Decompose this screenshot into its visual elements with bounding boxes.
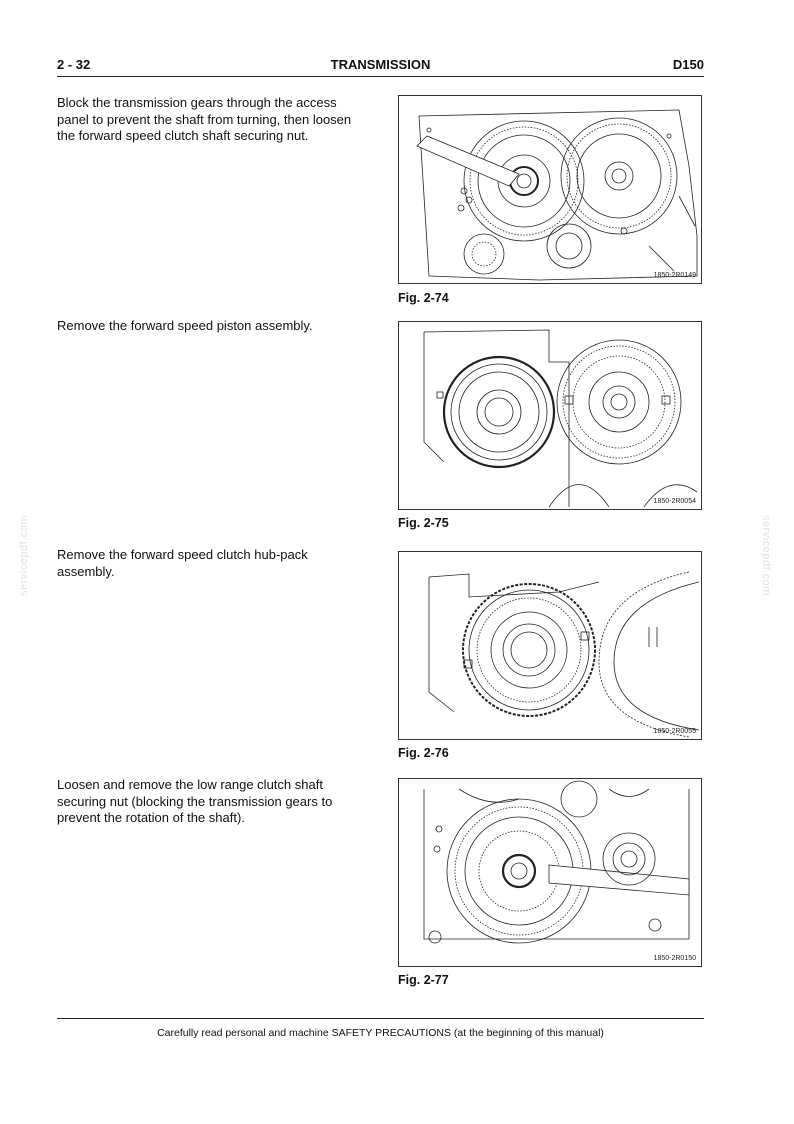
figure-2-76-drawing xyxy=(399,552,702,740)
figure-caption: Fig. 2-77 xyxy=(398,973,449,987)
figure-2-77-drawing xyxy=(399,779,702,967)
step-2-text: Remove the forward speed piston assembly. xyxy=(57,318,313,333)
header-rule xyxy=(57,76,704,77)
step-4-text: Loosen and remove the low range clutch shaft securing nut (blocking the transmission gears to prevent the rotation of the shaft). xyxy=(57,777,333,825)
figure-caption: Fig. 2-74 xyxy=(398,291,449,305)
figure-2-75 xyxy=(398,321,702,510)
footer-rule xyxy=(57,1018,704,1019)
model-label: D150 xyxy=(672,57,704,72)
figure-2-76 xyxy=(398,551,702,740)
figure-2-75-drawing xyxy=(399,322,702,510)
step-1-text: Block the transmission gears through the access panel to prevent the shaft from turning, then loosen the forward speed clutch shaft securing nut. xyxy=(57,95,352,143)
figure-caption: Fig. 2-76 xyxy=(398,746,449,760)
figure-2-74 xyxy=(398,95,702,284)
figure-code: 1850-2R0150 xyxy=(653,955,696,962)
step-3-text: Remove the forward speed clutch hub-pack assembly. xyxy=(57,547,308,579)
section-title: TRANSMISSION xyxy=(330,57,431,72)
watermark-left: servicepdf.com xyxy=(18,515,30,596)
figure-caption: Fig. 2-75 xyxy=(398,516,449,530)
page-number: 2 - 32 xyxy=(57,57,91,72)
figure-code: 1850-2R0054 xyxy=(653,498,696,505)
figure-2-74-drawing xyxy=(399,96,702,284)
watermark-right: servicepdf.com xyxy=(760,515,772,596)
figure-code: 1850-2R0055 xyxy=(653,728,696,735)
footer-safety-note: Carefully read personal and machine SAFETY PRECAUTIONS (at the beginning of this manual) xyxy=(157,1027,604,1039)
figure-code: 1850-2R0149 xyxy=(653,272,696,279)
page-header xyxy=(57,57,704,75)
figure-2-77 xyxy=(398,778,702,967)
